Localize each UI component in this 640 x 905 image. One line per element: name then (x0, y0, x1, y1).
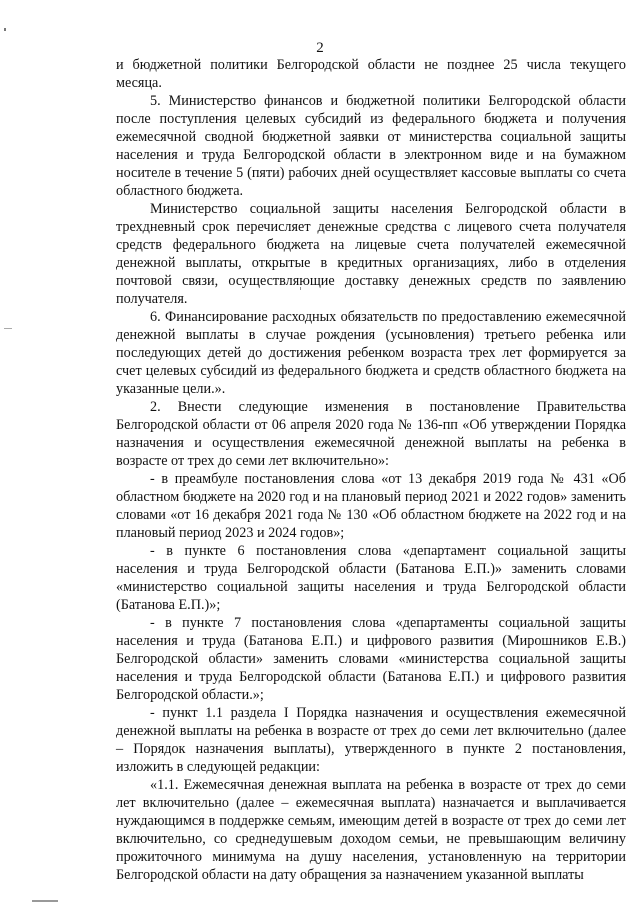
scan-speck (4, 28, 6, 31)
paragraph-point-7-change: - в пункте 7 постановления слова «департаменты социальной защиты населения и труда (Батанова Е.П.) и цифрового развития (Мирошников Е.В.) Белгородской области» заменить словами «министерства социальной защиты населения и труда Белгородской области (Батанова Е.П.) и цифрового развития Белгородской области.»; (116, 615, 626, 703)
paragraph-continuation: и бюджетной политики Белгородской области не позднее 25 числа текущего месяца. (116, 57, 626, 91)
paragraph-point-6-change: - в пункте 6 постановления слова «департамент социальной защиты населения и труда Белгородской области (Батанова Е.П.)» заменить словами «министерство социальной защиты населения и труда Белгородской области (Батанова Е.П.)»; (116, 543, 626, 613)
paragraph-amendment-2: 2. Внести следующие изменения в постановление Правительства Белгородской области от 06 апреля 2020 года № 136-пп «Об утверждении Порядка назначения и осуществления ежемесячной денежной выплаты на ребенка в возрасте от трех до семи лет включительно»: (116, 399, 626, 469)
document-body (116, 56, 626, 884)
scan-speck (32, 900, 58, 902)
paragraph-ministry-transfer: Министерство социальной защиты населения Белгородской области в трехдневный срок перечисляет денежные средства с лицевого счета получателя средств федерального бюджета на лицевые счета получателей ежемесячной денежной выплаты, открытые в кредитных организациях, либо в отделения почтовой связи, осуществляющие доставку денежных средств по заявлению получателя. (116, 201, 626, 307)
page-number: 2 (316, 40, 324, 56)
paragraph-preamble-change: - в преамбуле постановления слова «от 13 декабря 2019 года № 431 «Об областном бюджете на 2020 год и на плановый период 2021 и 2022 годов» заменить словами «от 16 декабря 2021 года № 130 «Об областном бюджете на 2022 год и на плановый период 2023 и 2024 годов»; (116, 471, 626, 541)
paragraph-new-wording-1-1: «1.1. Ежемесячная денежная выплата на ребенка в возрасте от трех до семи лет включительно (далее – ежемесячная выплата) назначается и выплачивается нуждающимся в поддержке семьям, имеющим детей в возрасте от трех до семи лет включительно, со среднедушевым доходом семьи, не превышающим величину прожиточного минимума на душу населения, установленную на территории Белгородской области на дату обращения за назначением указанной выплаты (116, 777, 626, 883)
paragraph-point-1-1-change: - пункт 1.1 раздела I Порядка назначения и осуществления ежемесячной денежной выплаты на ребенка в возрасте от трех до семи лет включительно (далее – Порядок назначения выплаты), утвержденного в пункте 2 постановления, изложить в следующей редакции: (116, 705, 626, 775)
paragraph-item-6: 6. Финансирование расходных обязательств по предоставлению ежемесячной денежной выплаты в случае рождения (усыновления) третьего ребенка или последующих детей до достижения ребенком возраста трех лет формируется за счет целевых субсидий из федерального бюджета и средств областного бюджета на указанные цели.». (116, 309, 626, 397)
scan-speck (4, 328, 12, 329)
paragraph-item-5: 5. Министерство финансов и бюджетной политики Белгородской области после поступления целевых субсидий из федерального бюджета и получения ежемесячной сводной бюджетной заявки от министерства социальной защиты населения и труда Белгородской области в электронном виде и на бумажном носителе в течение 5 (пяти) рабочих дней осуществляет кассовые выплаты со счета областного бюджета. (116, 93, 626, 199)
